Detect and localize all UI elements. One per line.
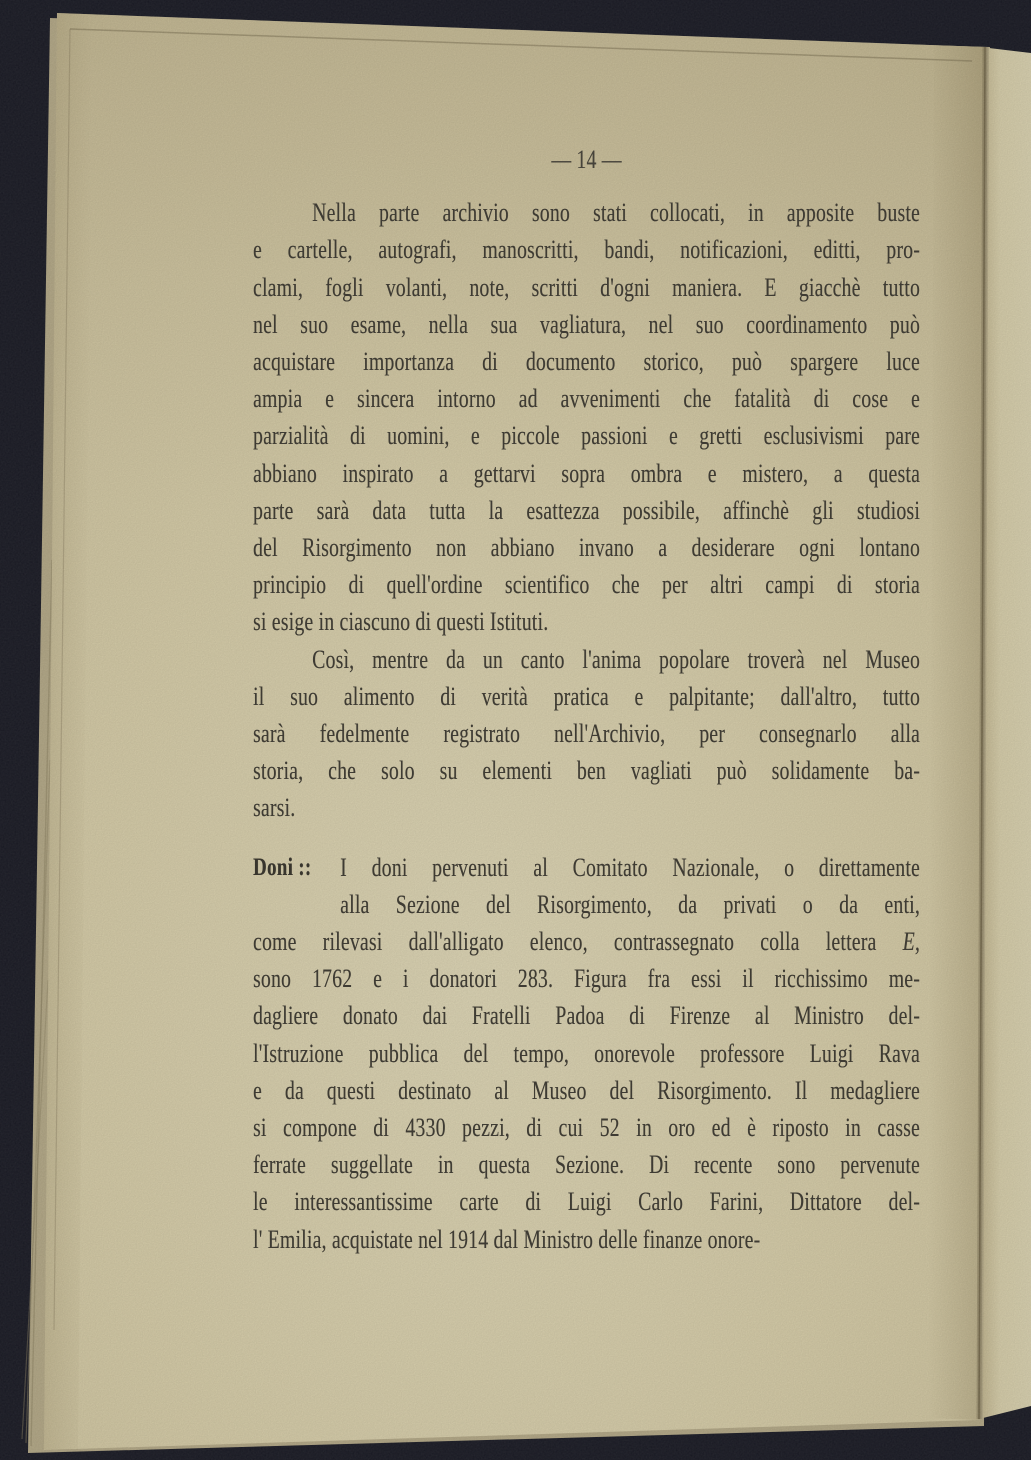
text-line: sono 1762 e i donatori 283. Figura fra essi il ricchissimo me- (253, 964, 921, 994)
text-line: Doni :: I doni pervenuti al Comitato Nazionale, o direttamente (253, 849, 920, 886)
page-number: — 14 — (551, 145, 622, 174)
text-line: dagliere donato dai Fratelli Padoa di Firenze al Ministro del- (253, 1001, 921, 1031)
margin-heading-doni: Doni :: (253, 853, 312, 881)
text-line: abbiano inspirato a gettarvi sopra ombra e mistero, a questa (253, 458, 921, 488)
text-line: come rilevasi dall'alligato elenco, contrassegnato colla lettera E, (253, 927, 921, 957)
text-line: del Risorgimento non abbiano invano a desiderare ogni lontano (253, 533, 921, 563)
text-line: sarsi. (253, 793, 296, 823)
text-line: ferrate suggellate in questa Sezione. Di recente sono pervenute (253, 1150, 921, 1180)
text-line: parte sarà data tutta la esattezza possibile, affinchè gli studiosi (253, 495, 921, 525)
text-line: l'Istruzione pubblica del tempo, onorevole professore Luigi Rava (253, 1038, 921, 1068)
text-line: l' Emilia, acquistate nel 1914 dal Ministro delle finanze onore- (253, 1224, 761, 1254)
paragraph-1 (253, 194, 920, 640)
text-line: principio di quell'ordine scientifico che per altri campi di storia (253, 570, 921, 600)
paragraph-2 (253, 641, 920, 827)
text-line: nel suo esame, nella sua vagliatura, nel suo coordinamento può (253, 309, 921, 339)
italic-letter-e: E, (902, 927, 921, 957)
text-line: alla Sezione del Risorgimento, da privati o da enti, (340, 889, 921, 919)
page-text (253, 141, 920, 1258)
text-line: sarà fedelmente registrato nell'Archivio, per consegnarlo alla (253, 719, 921, 749)
text-line: si compone di 4330 pezzi, di cui 52 in oro ed è riposto in casse (253, 1113, 921, 1143)
text-line: ampia e sincera intorno ad avvenimenti che fatalità di cose e (253, 384, 921, 414)
text-line: storia, che solo su elementi ben vagliati può solidamente ba- (253, 756, 921, 786)
text-line: e da questi destinato al Museo del Risorgimento. Il medagliere (253, 1075, 921, 1105)
text-line: clami, fogli volanti, note, scritti d'ogni maniera. E giacchè tutto (253, 272, 921, 302)
text-line: Nella parte archivio sono stati collocati, in apposite buste (312, 198, 921, 228)
text-line: le interessantissime carte di Luigi Carlo Farini, Dittatore del- (253, 1187, 921, 1217)
text-line: e cartelle, autografi, manoscritti, bandi, notificazioni, editti, pro- (253, 235, 921, 265)
text-line: parzialità di uomini, e piccole passioni e gretti esclusivismi pare (253, 421, 921, 451)
text-line: acquistare importanza di documento storico, può spargere luce (253, 347, 921, 377)
text-line: si esige in ciascuno di questi Istituti. (253, 607, 549, 637)
doni-section (253, 849, 920, 1258)
text-line: il suo alimento di verità pratica e palpitante; dall'altro, tutto (253, 681, 921, 711)
text-line: Così, mentre da un canto l'anima popolare troverà nel Museo (312, 644, 921, 674)
